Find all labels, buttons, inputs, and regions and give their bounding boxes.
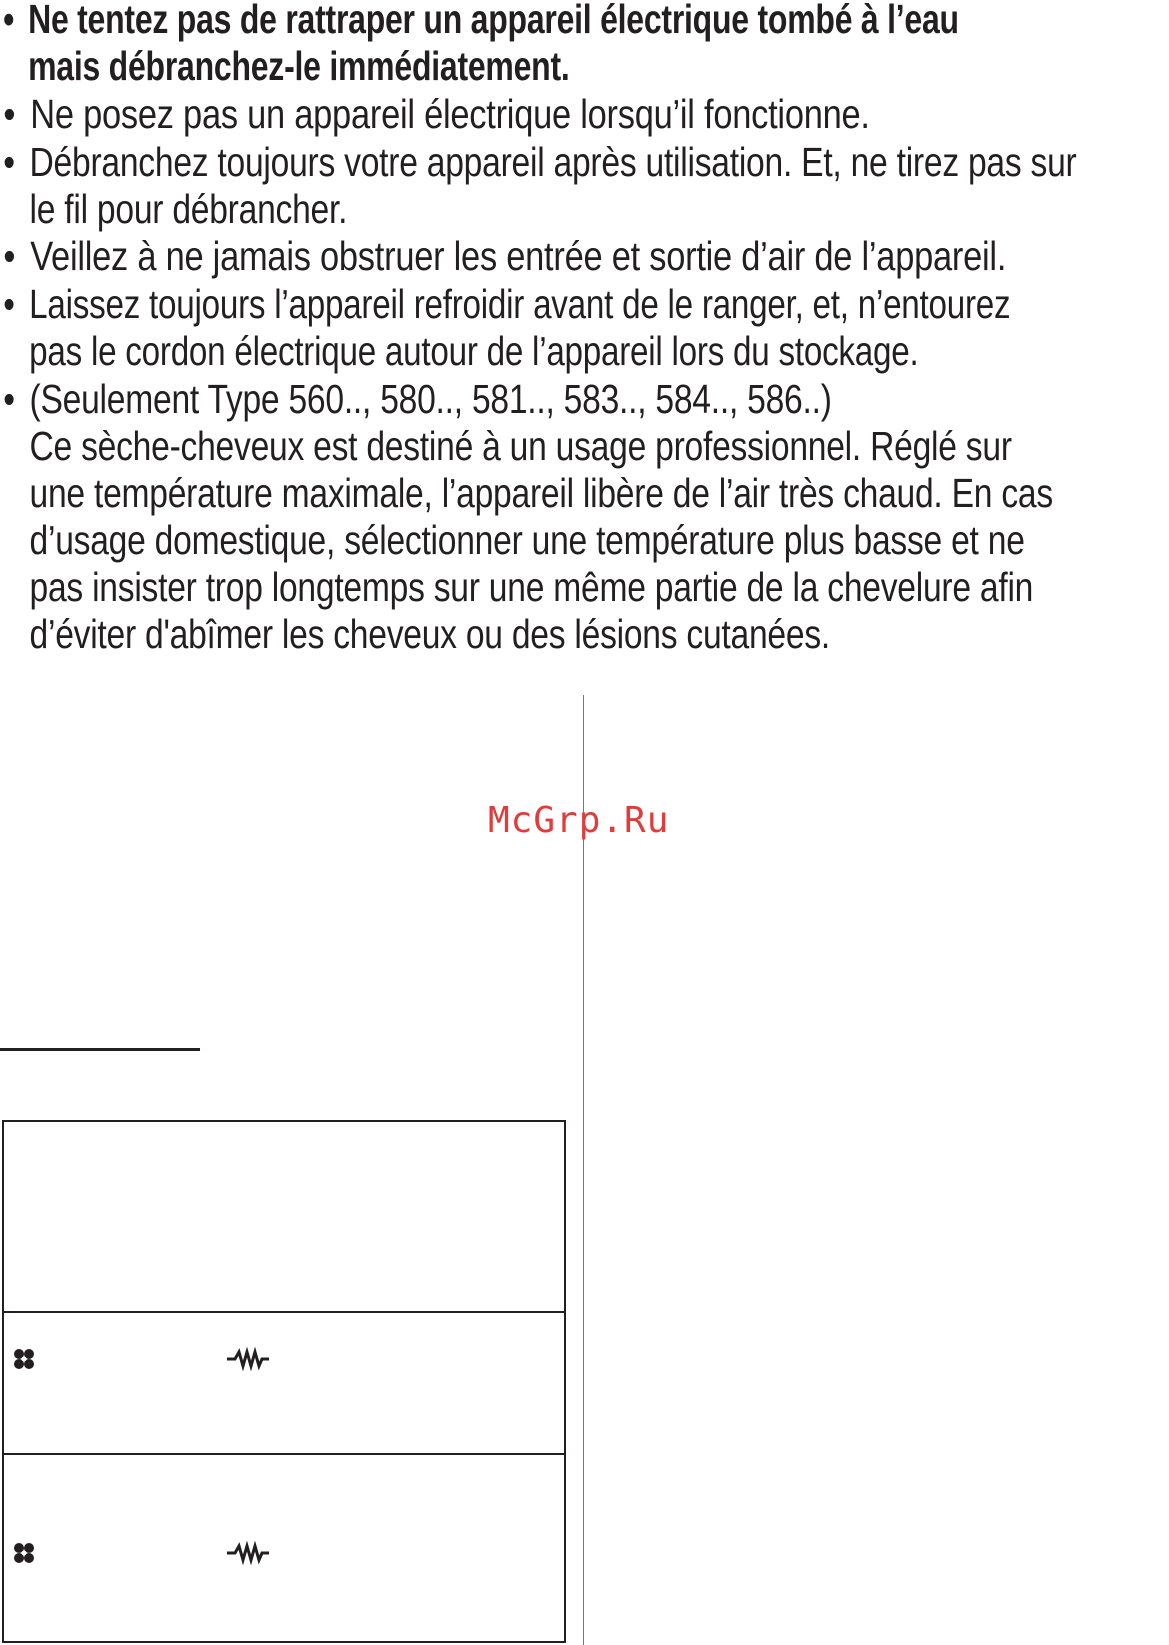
bullet-text-line: Laissez toujours l’appareil refroidir avant de le ranger, et, n’entourez [29, 281, 1011, 327]
list-item [0, 233, 1147, 280]
heating-element-icon [226, 1541, 270, 1565]
bullet-text-line: Ne posez pas un appareil électrique lorsqu’il fonctionne. [30, 91, 870, 137]
bullet-marker: • [3, 91, 16, 137]
bullet-marker: • [3, 233, 16, 279]
fan-icon [12, 1541, 36, 1565]
list-item [0, 91, 1147, 138]
bullet-marker: • [3, 139, 15, 185]
bullet-text-line: Ce sèche-cheveux est destiné à un usage professionnel. Réglé sur [29, 423, 1012, 469]
table-row [4, 1311, 564, 1453]
bullet-text-line: le fil pour débrancher. [29, 186, 348, 232]
bullet-text-line: (Seulement Type 560.., 580.., 581.., 583.., 584.., 586..) [29, 376, 832, 422]
bullet-text-line: pas le cordon électrique autour de l’appareil lors du stockage. [29, 328, 919, 374]
watermark: McGrp.Ru [488, 800, 670, 841]
fan-icon [12, 1347, 36, 1371]
bullet-text-line: d’usage domestique, sélectionner une température plus basse et ne [29, 517, 1025, 563]
bullet-text-line: pas insister trop longtemps sur une même partie de la chevelure afin [29, 564, 1034, 610]
bullet-text-line: Débranchez toujours votre appareil après utilisation. Et, ne tirez pas sur [29, 139, 1077, 185]
bullet-marker: • [3, 376, 15, 422]
bullet-text-line: d’éviter d'abîmer les cheveux ou des lésions cutanées. [29, 611, 831, 657]
heating-element-icon [226, 1347, 270, 1371]
list-item [0, 139, 1146, 233]
bullet-text-line: Ne tentez pas de rattraper un appareil électrique tombé à l’eau [28, 0, 959, 42]
bullet-text-line: une température maximale, l’appareil libère de l’air très chaud. En cas [29, 470, 1053, 516]
bullet-marker: • [3, 0, 15, 42]
bullet-text-line: mais débranchez-le immédiatement. [28, 43, 570, 89]
list-item [0, 376, 1146, 658]
table-row [4, 1453, 564, 1645]
section-rule [0, 1048, 200, 1051]
bullet-marker: • [3, 281, 15, 327]
spec-table [2, 1120, 566, 1643]
list-item [0, 0, 1149, 90]
bullet-text-line: Veillez à ne jamais obstruer les entrée et sortie d’air de l’appareil. [30, 233, 1007, 279]
list-item [0, 281, 1147, 375]
